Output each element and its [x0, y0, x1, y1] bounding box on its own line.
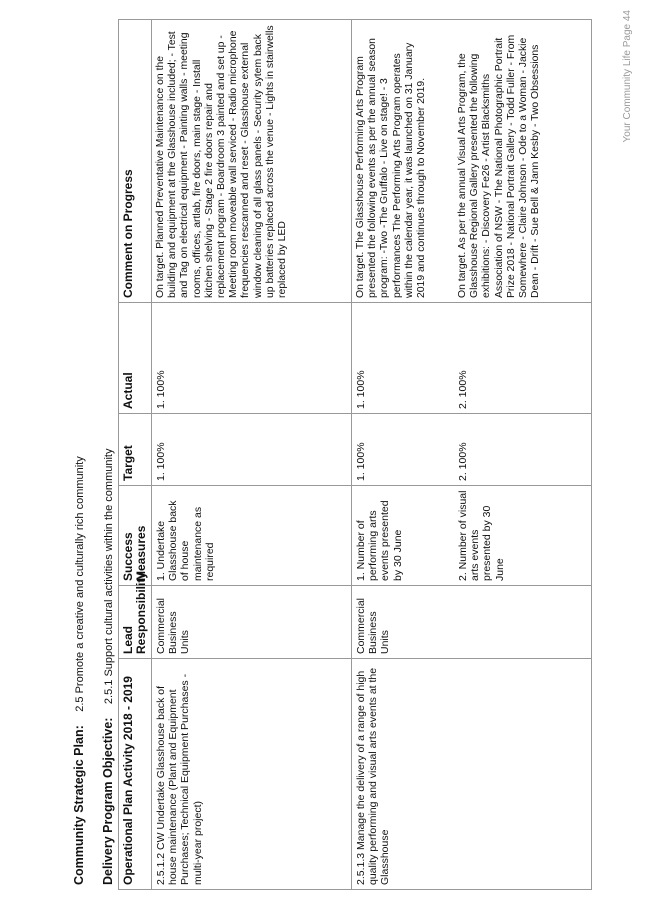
measure-item: 1. Undertake Glasshouse back of house maintenance as required [155, 500, 216, 581]
header-actual: Actual [119, 303, 152, 414]
actual-item: 1. 100% [155, 370, 167, 409]
target-item: 2. 100% [457, 442, 469, 481]
comment-item: On target. As per the annual Visual Arts Program, the Glasshouse Regional Gallery presented the following exhibitions: - Discovery Fe26 - Artist Blacksmiths Association of NSW - The National Photographic Portrait Prize 2018 - National Portrait Gallery - Todd Fuller - From Somewhere - Claire Johnson - Ode to a Woman - Jackie Dean - Drift - Sue Bell & Jann Kesby - Two Obsessions [457, 34, 542, 298]
header-comment: Comment on Progress [119, 20, 152, 303]
strategic-plan-header [72, 456, 86, 885]
strategic-plan-label: Community Strategic Plan: [72, 725, 86, 885]
actual-cell [152, 303, 352, 414]
delivery-objective-value: 2.5.1 Support cultural activities within the community [103, 448, 115, 705]
measures-cell [352, 486, 592, 586]
comment-cell [352, 20, 592, 303]
lead-cell: Commercial Business Units [352, 586, 592, 659]
activity-cell: 2.5.1.3 Manage the delivery of a range of high quality performing and visual arts events at the Glasshouse [352, 659, 592, 890]
comment-cell [152, 20, 352, 303]
header-activity: Operational Plan Activity 2018 - 2019 [119, 659, 152, 890]
comment-item: On target. Planned Preventative Maintenance on the building and equipment at the Glasshouse included; - Test and Tag on electrical equipment - Painting walls - meeting rooms, offices, artlab, fire doors, main stage - Install kitchen shelving - Stage 2 fire doors repair and replacement program - Boardroom 3 painted and set up - Meeting room moveable wall serviced - Radio microphone frequencies rescanned and reset - Glasshouse external window cleaning of all glass panels - Security sytem back up batteries replaced across the venue - Lights in stairwells replaced by LED [155, 25, 289, 298]
measures-cell [152, 486, 352, 586]
measure-item: 1. Number of performing arts events presented by 30 June [355, 500, 404, 581]
actual-cell [352, 303, 592, 414]
table-row [152, 20, 352, 890]
measure-item: 2. Number of visual arts events presented by 30 June [457, 490, 506, 581]
target-item: 1. 100% [155, 442, 167, 481]
strategic-plan-value: 2.5 Promote a creative and culturally rich community [74, 456, 86, 712]
comment-item: On target. The Glasshouse Performing Arts Program presented the following events as per the annual season program: -Two -The Gruffalo - Live on stage! - 3 performances The Performing Arts Program operates within the calendar year, it was launched on 31 January 2019 and continues through to November 2019. [355, 38, 428, 298]
operational-plan-table [118, 19, 592, 890]
actual-item: 1. 100% [355, 370, 367, 409]
lead-cell: Commercial Business Units [152, 586, 352, 659]
table-header-row [119, 20, 152, 890]
activity-cell: 2.5.1.2 CW Undertake Glasshouse back of house maintenance (Plant and Equipment Purchases; Technical Equipment Purchases - multi-year project) [152, 659, 352, 890]
delivery-objective-label: Delivery Program Objective: [101, 717, 115, 885]
target-cell [152, 414, 352, 486]
header-measures: Success Measures [119, 486, 152, 586]
target-cell [352, 414, 592, 486]
delivery-objective-header [101, 449, 115, 885]
header-target: Target [119, 414, 152, 486]
target-item: 1. 100% [355, 442, 367, 481]
header-lead: Lead Responsibility [119, 586, 152, 659]
actual-item: 2. 100% [457, 370, 469, 409]
table-row [352, 20, 592, 890]
page-footer: Your Community Life Page 44 [622, 10, 633, 143]
